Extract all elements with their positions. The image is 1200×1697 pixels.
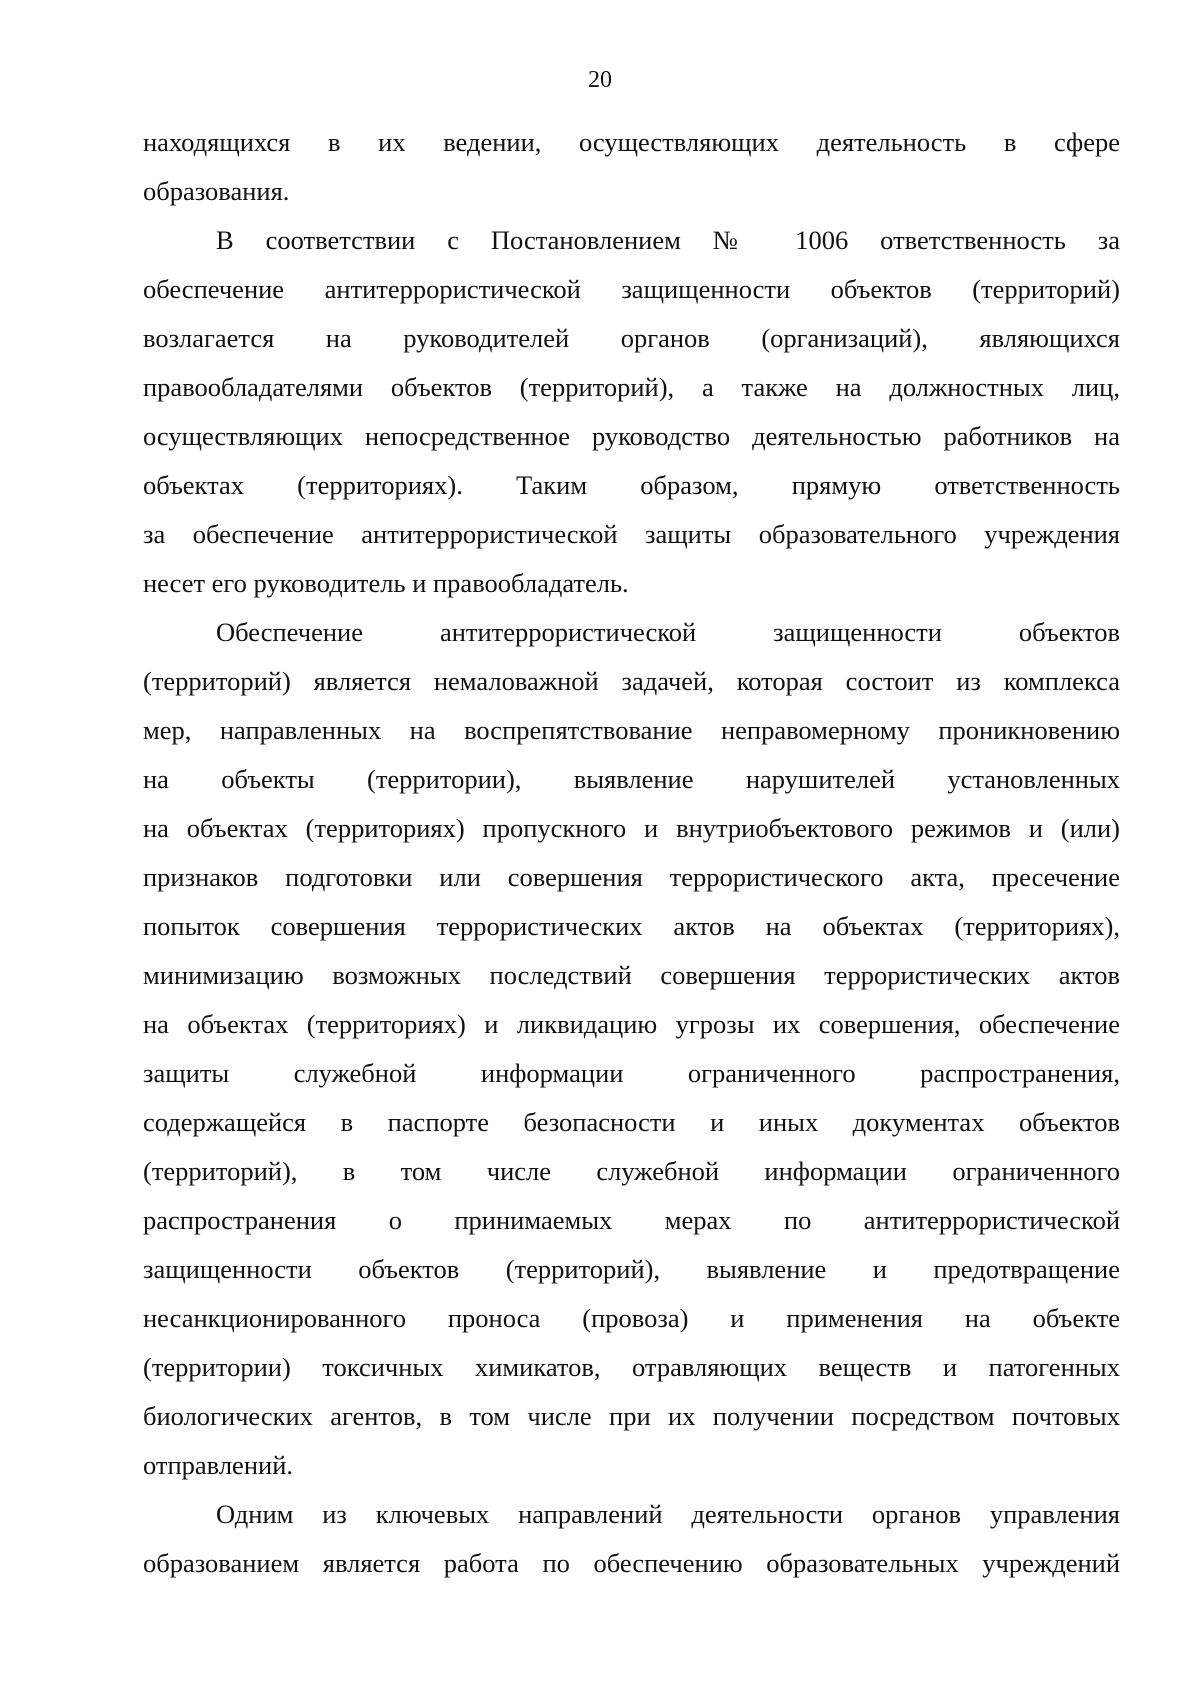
text-line: возлагается на руководителей органов (организаций), являющихся [143, 323, 1120, 353]
text-line: образованием является работа по обеспечению образовательных учреждений [143, 1548, 1120, 1578]
text-line: на объекты (территории), выявление нарушителей установленных [143, 764, 1120, 794]
text-line: признаков подготовки или совершения террористического акта, пресечение [143, 862, 1120, 892]
text-line: В соответствии с Постановлением № 1006 ответственность за [216, 225, 1120, 255]
text-line: образования. [143, 176, 290, 206]
text-line: обеспечение антитеррористической защищенности объектов (территорий) [143, 274, 1120, 304]
text-line: Обеспечение антитеррористической защищенности объектов [216, 617, 1120, 647]
text-line: на объектах (территориях) и ликвидацию угрозы их совершения, обеспечение [143, 1009, 1120, 1039]
page-number: 20 [588, 67, 612, 93]
text-line: защищенности объектов (территорий), выявление и предотвращение [143, 1254, 1120, 1284]
text-line: объектах (территориях). Таким образом, прямую ответственность [143, 470, 1120, 500]
text-line: биологических агентов, в том числе при их получении посредством почтовых [143, 1401, 1120, 1431]
text-line: за обеспечение антитеррористической защиты образовательного учреждения [143, 519, 1120, 549]
text-line: (территорий) является немаловажной задачей, которая состоит из комплекса [143, 666, 1120, 696]
text-line: защиты служебной информации ограниченного распространения, [143, 1058, 1120, 1088]
text-line: содержащейся в паспорте безопасности и иных документах объектов [143, 1107, 1120, 1137]
text-line: несет его руководитель и правообладатель. [143, 568, 629, 598]
text-line: правообладателями объектов (территорий), а также на должностных лиц, [143, 372, 1120, 402]
text-line: отправлений. [143, 1450, 293, 1480]
text-line: распространения о принимаемых мерах по антитеррористической [143, 1205, 1120, 1235]
text-line: находящихся в их ведении, осуществляющих деятельность в сфере [143, 127, 1120, 157]
text-line: (территории) токсичных химикатов, отравляющих веществ и патогенных [143, 1352, 1120, 1382]
text-line: (территорий), в том числе служебной информации ограниченного [143, 1156, 1120, 1186]
text-line: на объектах (территориях) пропускного и внутриобъектового режимов и (или) [143, 813, 1120, 843]
text-line: несанкционированного проноса (провоза) и применения на объекте [143, 1303, 1120, 1333]
text-line: осуществляющих непосредственное руководство деятельностью работников на [143, 421, 1120, 451]
text-line: мер, направленных на воспрепятствование неправомерному проникновению [143, 715, 1120, 745]
body-text [143, 118, 1120, 1588]
text-line: попыток совершения террористических актов на объектах (территориях), [143, 911, 1120, 941]
text-line: Одним из ключевых направлений деятельности органов управления [216, 1499, 1120, 1529]
text-line: минимизацию возможных последствий совершения террористических актов [143, 960, 1120, 990]
